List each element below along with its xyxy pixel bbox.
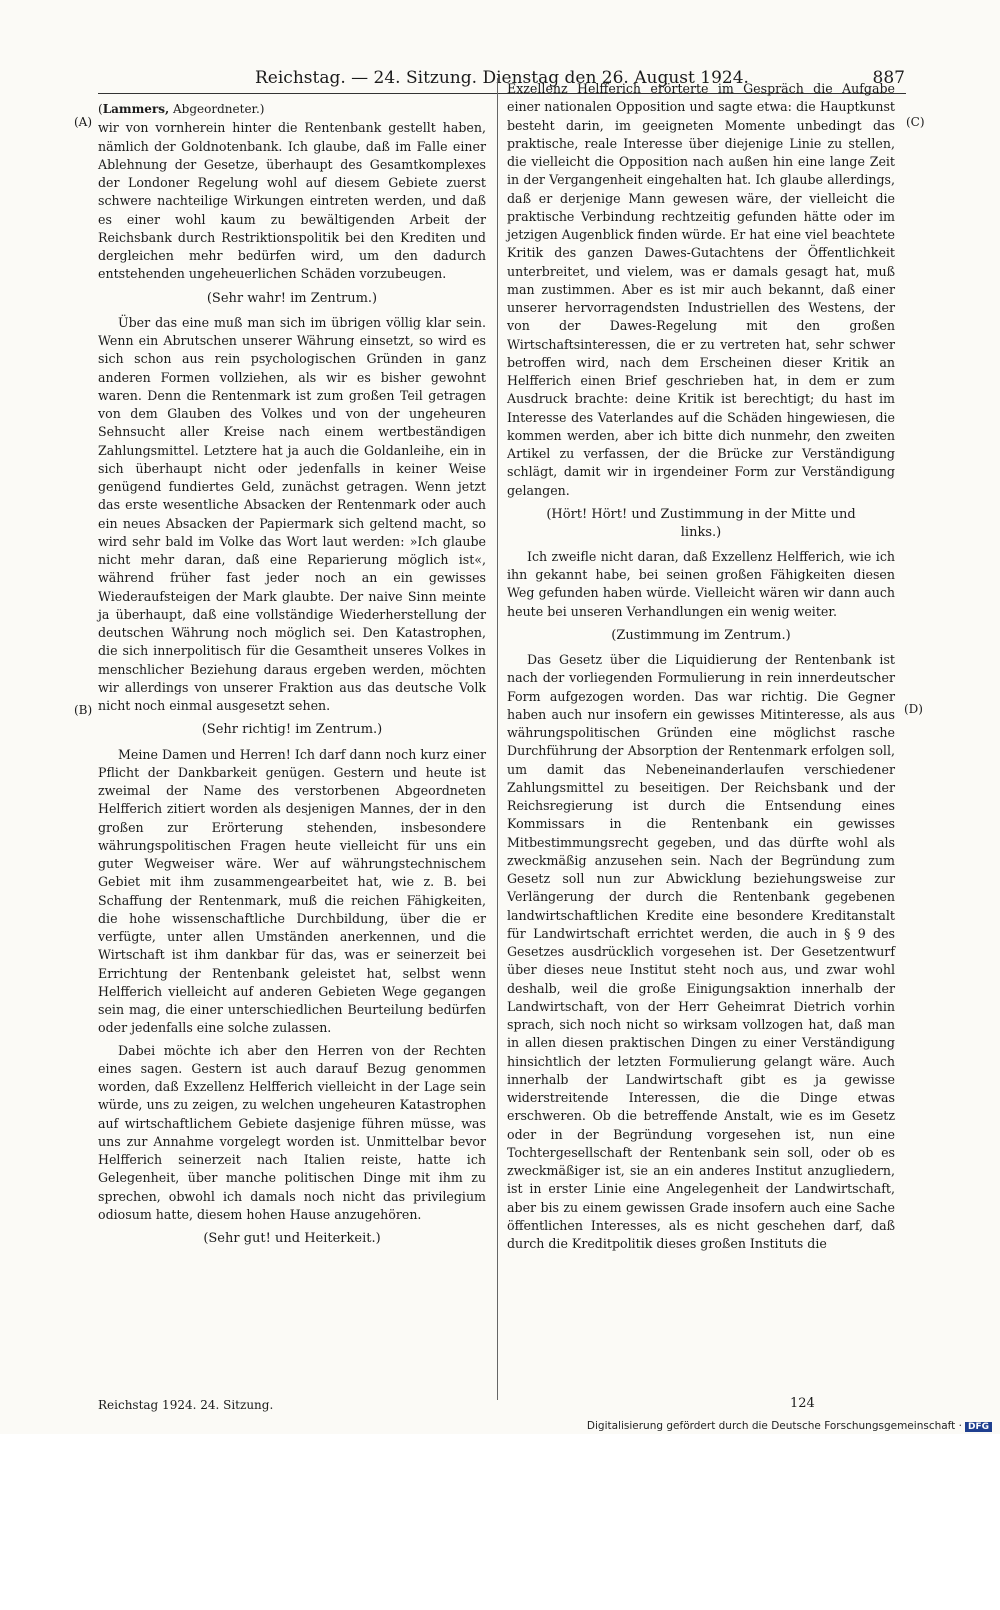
page-number: 887: [872, 68, 905, 88]
interjection: (Sehr gut! und Heiterkeit.): [203, 1231, 381, 1246]
interjection: (Sehr wahr! im Zentrum.): [206, 290, 378, 306]
margin-mark-a: (A): [74, 115, 93, 129]
footer-left: Reichstag 1924. 24. Sitzung.: [98, 1398, 274, 1412]
right-column: [507, 80, 895, 1390]
margin-mark-c: (C): [906, 115, 925, 129]
speaker-name: Lammers,: [102, 102, 170, 116]
paragraph: wir von vornherein hinter die Rentenbank gestellt haben, nämlich der Goldnotenbank. Ich glaube, daß im Falle einer Ablehnung der Gesetze, überhaupt des Gesamtkomplexes der Londoner Regelung wohl auf diesem Gebiete zuerst schwere nachteilige Wirkungen eintreten werden, und daß es einer wohl kaum zu bewältigenden Arbeit der Reichsbank durch Restriktionspolitik bei den Krediten und dergleichen mehr bedürfen wird, um den dadurch entstehenden ungeheuerlichen Schäden vorzubeugen.: [98, 120, 486, 282]
dfg-text: Digitalisierung gefördert durch die Deutsche Forschungsgemeinschaft ·: [586, 1420, 962, 1432]
paragraph: Über das eine muß man sich im übrigen völlig klar sein. Wenn ein Abrutschen unserer Währung einsetzt, so wird es sich schon aus rein psychologischen Gründen in ganz anderen Formen vollziehen, als wir es bisher gewohnt waren. Denn die Rentenmark ist zum großen Teil getragen von dem Glauben des Volkes und von der ungeheuren Sehnsucht aller Kreise nach einem wertbeständigen Zahlungsmittel. Letztere hat ja auch die Goldanleihe, ein in sich überhaupt nicht oder jedenfalls in keiner Weise genügend fundiertes Geld, zunächst getragen. Wenn jetzt das erste wesentliche Absacken der Rentenmark oder auch ein neues Absacken der Papiermark sich geltend macht, so wird sehr bald im Volke das Wort laut werden: »Ich glaube nicht mehr daran, daß eine Reparierung möglich ist«, während früher fast jeder noch an ein gewisses Wiederaufsteigen der Mark glaubte. Der naive Sinn meinte ja überhaupt, daß eine vollständige Wiederherstellung der deutschen Währung noch möglich sei. Den Katastrophen, die sich innerpolitisch für die Gesamtheit unseres Volkes in menschlicher Beziehung daraus ergeben werden, möchten wir allerdings von unserer Fraktion aus das deutsche Volk nicht noch einmal ausgesetzt sehen.: [98, 314, 486, 713]
paragraph: Ich zweifle nicht daran, daß Exzellenz Helfferich, wie ich ihn gekannt habe, bei seinen großen Fähigkeiten diesen Weg gefunden haben würde. Vielleicht wären wir dann auch heute bei unseren Verhandlungen ein wenig weiter.: [507, 548, 895, 619]
interjection: (Zustimmung im Zentrum.): [611, 627, 791, 643]
paragraph: Exzellenz Helfferich erörterte im Gespräch die Aufgabe einer nationalen Opposition und sagte etwa: die Hauptkunst besteht darin, im geeigneten Momente unbedingt das praktische, reale Interesse über diejenige Linie zu stellen, die vielleicht die Opposition nach außen hin eine lange Zeit in der Vergangenheit eingehalten hat. Ich glaube allerdings, daß er derjenige Mann gewesen wäre, der vielleicht die praktische Verbindung rechtzeitig gefunden hätte oder im jetzigen Augenblick finden würde. Er hat eine viel beachtete Kritik des ganzen Dawes-Gutachtens der Öffentlichkeit unterbreitet, und vielem, was er damals gesagt hat, muß man zustimmen. Aber es ist mir auch bekannt, daß einer unserer hervorragendsten Industriellen des Westens, der von der Dawes-Regelung mit den großen Wirtschaftsinteressen, die er zu vertreten hat, sehr schwer betroffen wird, nach dem Erscheinen dieser Kritik an Helfferich einen Brief geschrieben hat, in dem er zum Ausdruck brachte: deine Kritik ist berechtigt; du hast im Interesse des Vaterlandes auf die Schäden hingewiesen, die kommen werden, aber ich bitte dich nunmehr, den zweiten Artikel zu verfassen, der die Brücke zur Verständigung schlägt, damit wir in irgendeiner Form zur Verständigung gelangen.: [507, 81, 895, 498]
paragraph: Dabei möchte ich aber den Herren von der Rechten eines sagen. Gestern ist auch darauf Bezug genommen worden, daß Exzellenz Helfferich vielleicht in der Lage sein würde, uns zu zeigen, zu welchen ungeheuren Katastrophen auf wirtschaftlichem Gebiete dasjenige führen müsse, was uns zur Annahme vorgelegt worden ist. Unmittelbar bevor Helfferich seinerzeit nach Italien reiste, hatte ich Gelegenheit, über manche politischen Dinge mit ihm zu sprechen, obwohl ich damals noch nicht das privilegium odiosum hatte, diesem hohen Hause anzugehören.: [98, 1042, 486, 1222]
speaker-role: Abgeordneter.): [173, 102, 265, 116]
dfg-logo: DFG: [965, 1422, 992, 1432]
interjection: (Hört! Hört! und Zustimmung in der Mitte und links.): [546, 506, 856, 540]
speaker-line: (Lammers, Abgeordneter.): [98, 102, 265, 116]
paragraph: Das Gesetz über die Liquidierung der Rentenbank ist nach der vorliegenden Formulierung in rein innerdeutscher Form aufgezogen worden. Das war richtig. Die Gegner haben auch nur insofern ein gewisses Mitinteresse, als aus währungspolitischen Gründen eine möglichst rasche Durchführung der Absorption der Rentenmark erfolgen soll, um damit das Nebeneinanderlaufen verschiedener Zahlungsmittel zu beseitigen. Der Reichsbank und der Reichsregierung ist durch die Entsendung eines Kommissars in die Rentenbank ein gewisses Mitbestimmungsrecht gegeben, und das dürfte wohl als zweckmäßig anzusehen sein. Nach der Begründung zum Gesetz soll nun zur Abwicklung beziehungsweise zur Verlängerung der durch die Rentenbank gegebenen landwirtschaftlichen Kredite eine besondere Kreditanstalt für Landwirtschaft errichtet werden, die auch in § 9 des Gesetzes ausdrücklich vorgesehen ist. Der Gesetzentwurf über dieses neue Institut steht noch aus, und zwar wohl deshalb, weil die große Einigungsaktion innerhalb der Landwirtschaft, von der Herr Geheimrat Dietrich vorhin sprach, sich noch nicht so wirksam vollzogen hat, daß man in allen diesen praktischen Dingen zu einer Verständigung hinsichtlich der letzten Formulierung gelangt wäre. Auch innerhalb der Landwirtschaft gibt es ja gewisse widerstreitende Interessen, die die Dinge etwas erschweren. Ob die betreffende Anstalt, wie es im Gesetz oder in der Begründung vorgesehen ist, nun eine Tochtergesellschaft der Rentenbank sein soll, oder ob es zweckmäßiger ist, sie an ein anderes Institut anzugliedern, ist in erster Linie eine Angelegenheit der Landwirtschaft, aber bis zu einem gewissen Grade insofern auch eine Sache öffentlichen Interesses, als es nicht geschehen darf, daß durch die Kreditpolitik dieses großen Instituts die: [507, 652, 895, 1251]
paragraph: Meine Damen und Herren! Ich darf dann noch kurz einer Pflicht der Dankbarkeit genügen. Gestern und heute ist zweimal der Name des verstorbenen Abgeordneten Helfferich zitiert worden als desjenigen Mannes, der in den großen zur Erörterung stehenden, insbesondere währungspolitischen Fragen heute vielleicht für uns ein guter Wegweiser wäre. Wer auf währungstechnischem Gebiet mit ihm zusammengearbeitet hat, wie z. B. bei Schaffung der Rentenmark, muß die reichen Fähigkeiten, die hohe wissenschaftliche Durchbildung, über die er verfügte, unter allen Umständen anerkennen, und die Wirtschaft ist ihm dankbar für das, was er seinerzeit bei Errichtung der Rentenbank geleistet hat, selbst wenn Helfferich vielleicht auf anderen Gebieten Wege gegangen sein mag, die einer unterschiedlichen Beurteilung bedürfen oder jedenfalls eine solche zulassen.: [98, 746, 486, 1036]
column-divider: [497, 78, 498, 1400]
interjection: (Sehr richtig! im Zentrum.): [201, 722, 383, 738]
margin-mark-b: (B): [74, 703, 93, 717]
left-column: [98, 100, 486, 1610]
footer-number: 124: [790, 1396, 815, 1411]
margin-mark-d: (D): [904, 702, 923, 716]
header-title: Reichstag. — 24. Sitzung. Dienstag den 26. August 1924.: [255, 68, 749, 88]
dfg-notice: [587, 1420, 992, 1432]
